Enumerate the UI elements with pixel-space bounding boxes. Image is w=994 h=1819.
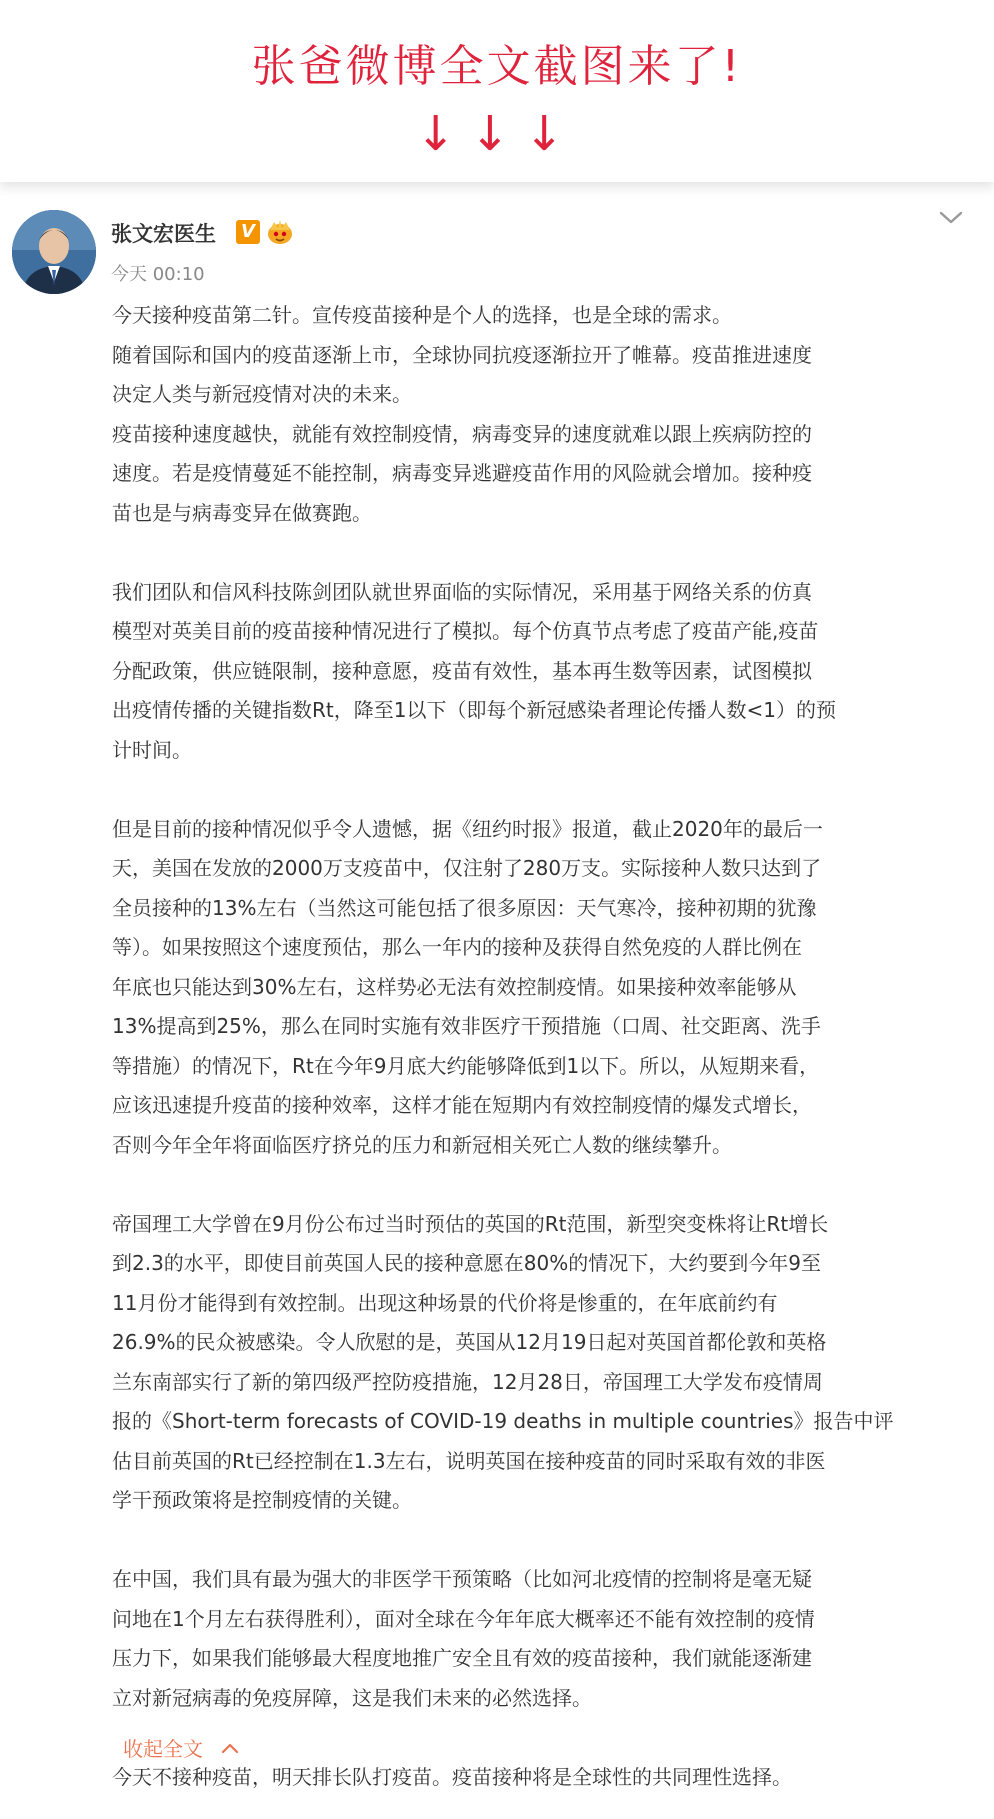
post-text-line: 我们团队和信风科技陈剑团队就世界面临的实际情况，采用基于网络关系的仿真	[112, 579, 812, 604]
post-text-line: 天，美国在发放的2000万支疫苗中，仅注射了280万支。实际接种人数只达到了	[112, 856, 822, 880]
paragraph-gap	[112, 533, 964, 573]
post-paragraph	[112, 1205, 964, 1521]
post-text-line: 立对新冠病毒的免疫屏障，这是我们未来的必然选择。	[112, 1685, 592, 1710]
post-text-line: 26.9%的民众被感染。令人欣慰的是，英国从12月19日起对英国首都伦敦和英格	[112, 1330, 827, 1354]
collapse-full-text-link[interactable]	[123, 1733, 239, 1762]
post-text-line: 计时间。	[112, 737, 192, 762]
post-text-line: 决定人类与新冠疫情对决的未来。	[112, 382, 412, 406]
paragraph-gap	[112, 1718, 964, 1758]
post-text-line: 分配政策，供应链限制，接种意愿，疫苗有效性，基本再生数等因素，试图模拟	[112, 658, 812, 683]
post-text-line: 13%提高到25%，那么在同时实施有效非医疗干预措施（口周、社交距离、洗手	[112, 1014, 821, 1038]
post-text-line: 等）。如果按照这个速度预估，那么一年内的接种及获得自然免疫的人群比例在	[112, 935, 802, 959]
verified-v-icon: V	[236, 220, 260, 244]
post-text-line: 苗也是与病毒变异在做赛跑。	[112, 500, 372, 525]
post-text-line: 到2.3的水平，即使目前英国人民的接种意愿在80%的情况下，大约要到今年9至	[112, 1251, 821, 1275]
vip-crown-icon	[265, 218, 295, 246]
weibo-post-card	[0, 182, 994, 1819]
post-text-line: 压力下，如果我们能够最大程度地推广安全且有效的疫苗接种，我们就能逐渐建	[112, 1646, 812, 1670]
paragraph-gap	[112, 1165, 964, 1205]
post-text-line: 年底也只能达到30%左右，这样势必无法有效控制疫情。如果接种效率能够从	[112, 974, 797, 999]
announcement-banner	[0, 0, 994, 182]
post-paragraph	[112, 296, 964, 533]
post-text-line: 否则今年全年将面临医疗挤兑的压力和新冠相关死亡人数的继续攀升。	[112, 1132, 732, 1157]
post-text-line: 今天接种疫苗第二针。宣传疫苗接种是个人的选择，也是全球的需求。	[112, 303, 732, 327]
post-body	[112, 296, 964, 1797]
chevron-up-icon	[221, 1742, 239, 1754]
post-text-line: 应该迅速提升疫苗的接种效率，这样才能在短期内有效控制疫情的爆发式增长，	[112, 1093, 812, 1117]
post-text-line: 在中国，我们具有最为强大的非医学干预策略（比如河北疫情的控制将是毫无疑	[112, 1567, 812, 1591]
post-text-line: 随着国际和国内的疫苗逐渐上市，全球协同抗疫逐渐拉开了帷幕。疫苗推进速度	[112, 342, 812, 367]
post-text-line: 疫苗接种速度越快，就能有效控制疫情，病毒变异的速度就难以跟上疾病防控的	[112, 421, 812, 446]
post-timestamp: 今天 00:10	[111, 264, 205, 285]
author-name[interactable]: 张文宏医生	[111, 222, 216, 246]
post-text-line: 模型对英美目前的疫苗接种情况进行了模拟。每个仿真节点考虑了疫苗产能,疫苗	[112, 619, 819, 643]
post-text-line: 速度。若是疫情蔓延不能控制，病毒变异逃避疫苗作用的风险就会增加。接种疫	[112, 461, 812, 485]
post-text-line: 兰东南部实行了新的第四级严控防疫措施，12月28日，帝国理工大学发布疫情周	[112, 1369, 823, 1394]
post-paragraph	[112, 1560, 964, 1718]
down-arrows-icon: ↓↓↓	[415, 106, 579, 162]
paragraph-gap	[112, 1521, 964, 1561]
post-text-line: 11月份才能得到有效控制。出现这种场景的代价将是惨重的，在年底前约有	[112, 1290, 778, 1315]
post-text-line: 但是目前的接种情况似乎令人遗憾，据《纽约时报》报道，截止2020年的最后一	[112, 816, 823, 841]
post-paragraph	[112, 810, 964, 1166]
post-paragraph	[112, 573, 964, 771]
avatar[interactable]	[12, 210, 96, 294]
post-text-line: 报的《Short-term forecasts of COVID-19 deaths in multiple countries》报告中评	[112, 1409, 894, 1433]
post-paragraph	[112, 1758, 964, 1798]
post-text-line: 出疫情传播的关键指数Rt，降至1以下（即每个新冠感染者理论传播人数<1）的预	[112, 698, 836, 722]
collapse-label: 收起全文	[123, 1737, 203, 1761]
banner-title: 张爸微博全文截图来了!	[251, 41, 743, 92]
post-text-line: 全员接种的13%左右（当然这可能包括了很多原因：天气寒冷，接种初期的犹豫	[112, 895, 817, 920]
post-text-line: 今天不接种疫苗，明天排长队打疫苗。疫苗接种将是全球性的共同理性选择。	[112, 1764, 792, 1789]
post-text-line: 估目前英国的Rt已经控制在1.3左右，说明英国在接种疫苗的同时采取有效的非医	[112, 1448, 826, 1473]
chevron-down-icon[interactable]	[938, 208, 964, 228]
post-text-line: 帝国理工大学曾在9月份公布过当时预估的英国的Rt范围，新型突变株将让Rt增长	[112, 1211, 829, 1236]
paragraph-gap	[112, 770, 964, 810]
post-text-line: 问地在1个月左右获得胜利），面对全球在今年年底大概率还不能有效控制的疫情	[112, 1606, 815, 1631]
post-text-line: 学干预政策将是控制疫情的关键。	[112, 1488, 412, 1512]
post-text-line: 等措施）的情况下，Rt在今年9月底大约能够降低到1以下。所以，从短期来看，	[112, 1053, 820, 1078]
